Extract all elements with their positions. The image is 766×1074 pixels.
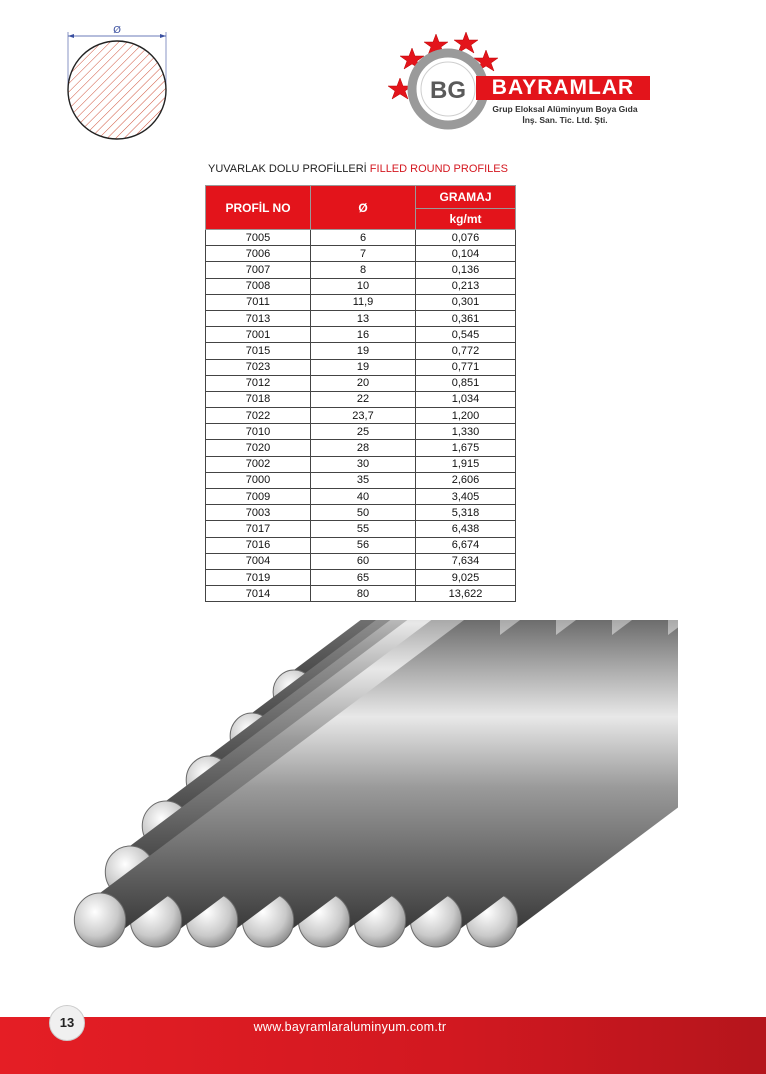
cell-profil-no: 7015 (206, 343, 311, 359)
section-title (208, 163, 508, 175)
cell-diameter: 8 (311, 262, 416, 278)
cell-diameter: 56 (311, 537, 416, 553)
brand-subtitle-line2: İnş. San. Tic. Ltd. Şti. (522, 115, 608, 125)
table-row (206, 472, 516, 488)
website-link[interactable]: www.bayramlaraluminyum.com.tr (253, 1020, 447, 1034)
table-row (206, 424, 516, 440)
cell-gramaj: 1,200 (416, 408, 516, 424)
cell-profil-no: 7016 (206, 537, 311, 553)
table-row (206, 391, 516, 407)
cell-gramaj: 0,213 (416, 278, 516, 294)
cell-gramaj: 0,772 (416, 343, 516, 359)
cell-profil-no: 7018 (206, 391, 311, 407)
cell-gramaj: 0,136 (416, 262, 516, 278)
cell-gramaj: 0,851 (416, 375, 516, 391)
cell-diameter: 20 (311, 375, 416, 391)
header-gramaj: GRAMAJ (416, 186, 516, 209)
table-row (206, 294, 516, 310)
cell-gramaj: 1,034 (416, 391, 516, 407)
cell-profil-no: 7007 (206, 262, 311, 278)
table-row (206, 440, 516, 456)
cell-profil-no: 7008 (206, 278, 311, 294)
table-row (206, 537, 516, 553)
cell-profil-no: 7005 (206, 230, 311, 246)
cell-gramaj: 0,545 (416, 327, 516, 343)
table-row (206, 327, 516, 343)
cell-profil-no: 7019 (206, 569, 311, 585)
cell-gramaj: 0,771 (416, 359, 516, 375)
cell-diameter: 60 (311, 553, 416, 569)
cell-diameter: 19 (311, 359, 416, 375)
cell-profil-no: 7006 (206, 246, 311, 262)
table-row (206, 230, 516, 246)
cell-gramaj: 6,674 (416, 537, 516, 553)
cell-profil-no: 7003 (206, 505, 311, 521)
logo-initials: BG (430, 77, 466, 104)
cell-profil-no: 7017 (206, 521, 311, 537)
cell-diameter: 22 (311, 391, 416, 407)
table-body (206, 230, 516, 602)
cell-diameter: 30 (311, 456, 416, 472)
table-row (206, 586, 516, 602)
cell-gramaj: 6,438 (416, 521, 516, 537)
cell-diameter: 28 (311, 440, 416, 456)
cell-gramaj: 0,076 (416, 230, 516, 246)
cell-diameter: 19 (311, 343, 416, 359)
cell-gramaj: 13,622 (416, 586, 516, 602)
page-number: 13 (49, 1005, 85, 1041)
header-diameter: Ø (311, 186, 416, 230)
cell-gramaj: 0,361 (416, 310, 516, 326)
cell-diameter: 7 (311, 246, 416, 262)
cell-gramaj: 0,104 (416, 246, 516, 262)
round-profile-drawing (62, 22, 172, 152)
section-title-tr: YUVARLAK DOLU PROFİLLERİ (208, 163, 367, 175)
cell-diameter: 80 (311, 586, 416, 602)
cell-diameter: 25 (311, 424, 416, 440)
header-profil-no: PROFİL NO (206, 186, 311, 230)
diameter-symbol: Ø (113, 25, 121, 36)
cell-diameter: 35 (311, 472, 416, 488)
cell-diameter: 23,7 (311, 408, 416, 424)
table-row (206, 456, 516, 472)
cell-gramaj: 3,405 (416, 489, 516, 505)
cell-diameter: 16 (311, 327, 416, 343)
cell-profil-no: 7020 (206, 440, 311, 456)
cell-profil-no: 7023 (206, 359, 311, 375)
profiles-table (205, 185, 516, 602)
cell-profil-no: 7022 (206, 408, 311, 424)
table-row (206, 246, 516, 262)
cell-diameter: 10 (311, 278, 416, 294)
cell-diameter: 65 (311, 569, 416, 585)
cell-gramaj: 1,675 (416, 440, 516, 456)
aluminum-rods-image (34, 620, 678, 992)
table-row (206, 489, 516, 505)
cell-gramaj: 1,915 (416, 456, 516, 472)
table-row (206, 359, 516, 375)
cell-diameter: 40 (311, 489, 416, 505)
table-row (206, 278, 516, 294)
cell-diameter: 55 (311, 521, 416, 537)
cell-profil-no: 7010 (206, 424, 311, 440)
cell-profil-no: 7002 (206, 456, 311, 472)
brand-subtitle-line1: Grup Eloksal Alüminyum Boya Gıda (492, 104, 638, 114)
cell-profil-no: 7014 (206, 586, 311, 602)
header-unit: kg/mt (416, 209, 516, 230)
table-row (206, 569, 516, 585)
cell-profil-no: 7012 (206, 375, 311, 391)
cell-diameter: 11,9 (311, 294, 416, 310)
table-row (206, 408, 516, 424)
cell-profil-no: 7013 (206, 310, 311, 326)
cell-profil-no: 7004 (206, 553, 311, 569)
cell-gramaj: 0,301 (416, 294, 516, 310)
cell-diameter: 50 (311, 505, 416, 521)
table-row (206, 553, 516, 569)
table-row (206, 343, 516, 359)
cell-profil-no: 7009 (206, 489, 311, 505)
cell-diameter: 13 (311, 310, 416, 326)
table-row (206, 262, 516, 278)
cell-profil-no: 7011 (206, 294, 311, 310)
table-row (206, 505, 516, 521)
brand-name: BAYRAMLAR (476, 76, 650, 100)
cell-gramaj: 9,025 (416, 569, 516, 585)
section-title-en: FILLED ROUND PROFILES (369, 163, 508, 175)
cell-profil-no: 7001 (206, 327, 311, 343)
cell-gramaj: 5,318 (416, 505, 516, 521)
brand-subtitle (480, 104, 650, 126)
cell-gramaj: 7,634 (416, 553, 516, 569)
table-row (206, 521, 516, 537)
table-row (206, 310, 516, 326)
rod-end (74, 893, 125, 947)
cell-gramaj: 2,606 (416, 472, 516, 488)
cell-profil-no: 7000 (206, 472, 311, 488)
cell-gramaj: 1,330 (416, 424, 516, 440)
cell-diameter: 6 (311, 230, 416, 246)
table-row (206, 375, 516, 391)
